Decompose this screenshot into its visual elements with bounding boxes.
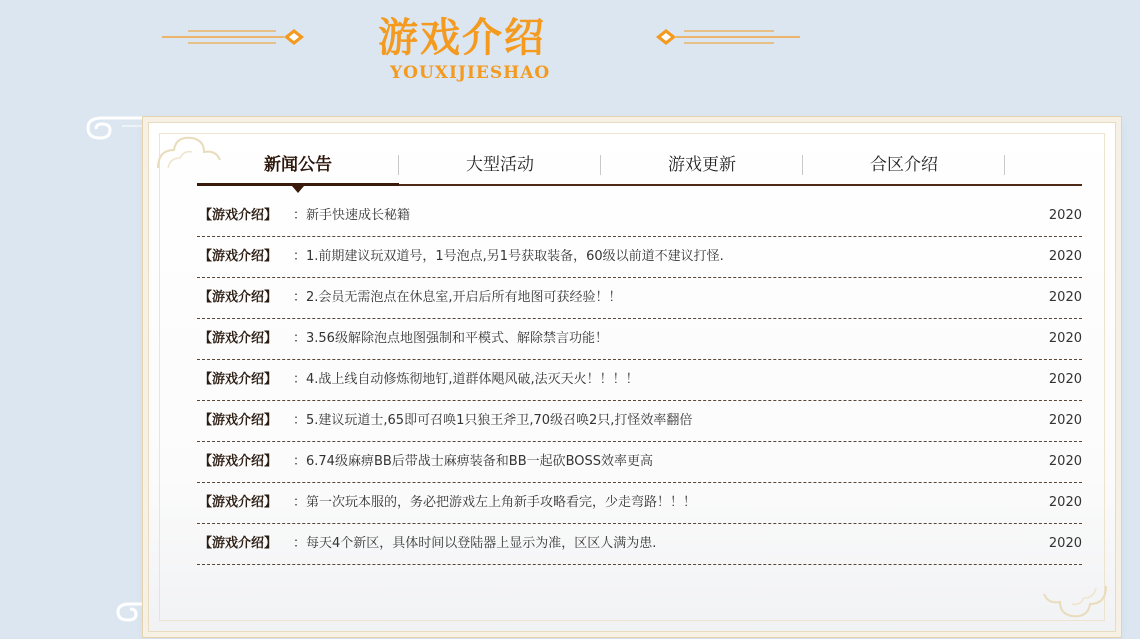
diamond-ornament-right-icon bbox=[652, 24, 802, 50]
tab-major-events[interactable] bbox=[399, 146, 601, 184]
news-date: 2020 bbox=[1048, 413, 1082, 428]
tab-label: 大型活动 bbox=[466, 155, 534, 175]
news-title-link[interactable]: ：第一次玩本服的，务必把游戏左上角新手攻略看完，少走弯路！！！ bbox=[293, 495, 697, 510]
tab-game-updates[interactable] bbox=[601, 146, 803, 184]
news-title-link[interactable]: ：每天4个新区，具体时间以登陆器上显示为准，区区人满为患. bbox=[293, 536, 657, 551]
news-date: 2020 bbox=[1048, 495, 1082, 510]
news-item[interactable] bbox=[197, 483, 1082, 524]
section-title: 游戏介绍 bbox=[378, 14, 546, 61]
news-date: 2020 bbox=[1048, 372, 1082, 387]
tab-server-merge[interactable] bbox=[803, 146, 1005, 184]
tab-label: 合区介绍 bbox=[870, 155, 938, 175]
news-title-link[interactable]: ：1.前期建议玩双道号，1号泡点,另1号获取装备，60级以前道不建议打怪. bbox=[293, 249, 724, 264]
news-item[interactable] bbox=[197, 401, 1082, 442]
news-date: 2020 bbox=[1048, 331, 1082, 346]
diamond-ornament-left-icon bbox=[158, 24, 308, 50]
news-tag: 【游戏介绍】 bbox=[199, 249, 278, 264]
news-tag: 【游戏介绍】 bbox=[199, 331, 278, 346]
news-date: 2020 bbox=[1048, 536, 1082, 551]
tab-label: 游戏更新 bbox=[668, 155, 736, 175]
news-tabs bbox=[197, 146, 1082, 186]
tab-label: 新闻公告 bbox=[264, 155, 332, 175]
news-tag: 【游戏介绍】 bbox=[199, 454, 278, 469]
news-item[interactable] bbox=[197, 360, 1082, 401]
news-tag: 【游戏介绍】 bbox=[199, 413, 278, 428]
news-tag: 【游戏介绍】 bbox=[199, 290, 278, 305]
news-tag: 【游戏介绍】 bbox=[199, 208, 278, 223]
tab-news-announcements[interactable] bbox=[197, 146, 399, 184]
news-item[interactable] bbox=[197, 278, 1082, 319]
news-date: 2020 bbox=[1048, 208, 1082, 223]
news-item[interactable] bbox=[197, 237, 1082, 278]
news-title-link[interactable]: ：新手快速成长秘籍 bbox=[293, 208, 411, 223]
news-date: 2020 bbox=[1048, 290, 1082, 305]
section-title-pinyin: YOUXIJIESHAO bbox=[390, 63, 551, 83]
news-title-link[interactable]: ：5.建议玩道士,65即可召唤1只狼王斧卫,70级召唤2只,打怪效率翻倍 bbox=[293, 413, 693, 428]
news-tag: 【游戏介绍】 bbox=[199, 372, 278, 387]
news-title-link[interactable]: ：6.74级麻痹BB后带战士麻痹装备和BB一起砍BOSS效率更高 bbox=[293, 454, 654, 469]
news-item[interactable] bbox=[197, 442, 1082, 483]
news-date: 2020 bbox=[1048, 454, 1082, 469]
news-tag: 【游戏介绍】 bbox=[199, 495, 278, 510]
active-tab-caret-icon bbox=[292, 186, 304, 193]
section-header bbox=[0, 0, 1140, 100]
news-item[interactable] bbox=[197, 196, 1082, 237]
news-item[interactable] bbox=[197, 524, 1082, 565]
news-title-link[interactable]: ：2.会员无需泡点在休息室,开启后所有地图可获经验！！ bbox=[293, 290, 622, 305]
news-title-link[interactable]: ：3.56级解除泡点地图强制和平模式、解除禁言功能！ bbox=[293, 331, 608, 346]
news-tag: 【游戏介绍】 bbox=[199, 536, 278, 551]
news-title-link[interactable]: ：4.战上线自动修炼彻地钉,道群体飓风破,法灭天火！！！！ bbox=[293, 372, 639, 387]
news-list bbox=[197, 196, 1082, 565]
news-item[interactable] bbox=[197, 319, 1082, 360]
tab-divider bbox=[1004, 155, 1005, 175]
news-date: 2020 bbox=[1048, 249, 1082, 264]
